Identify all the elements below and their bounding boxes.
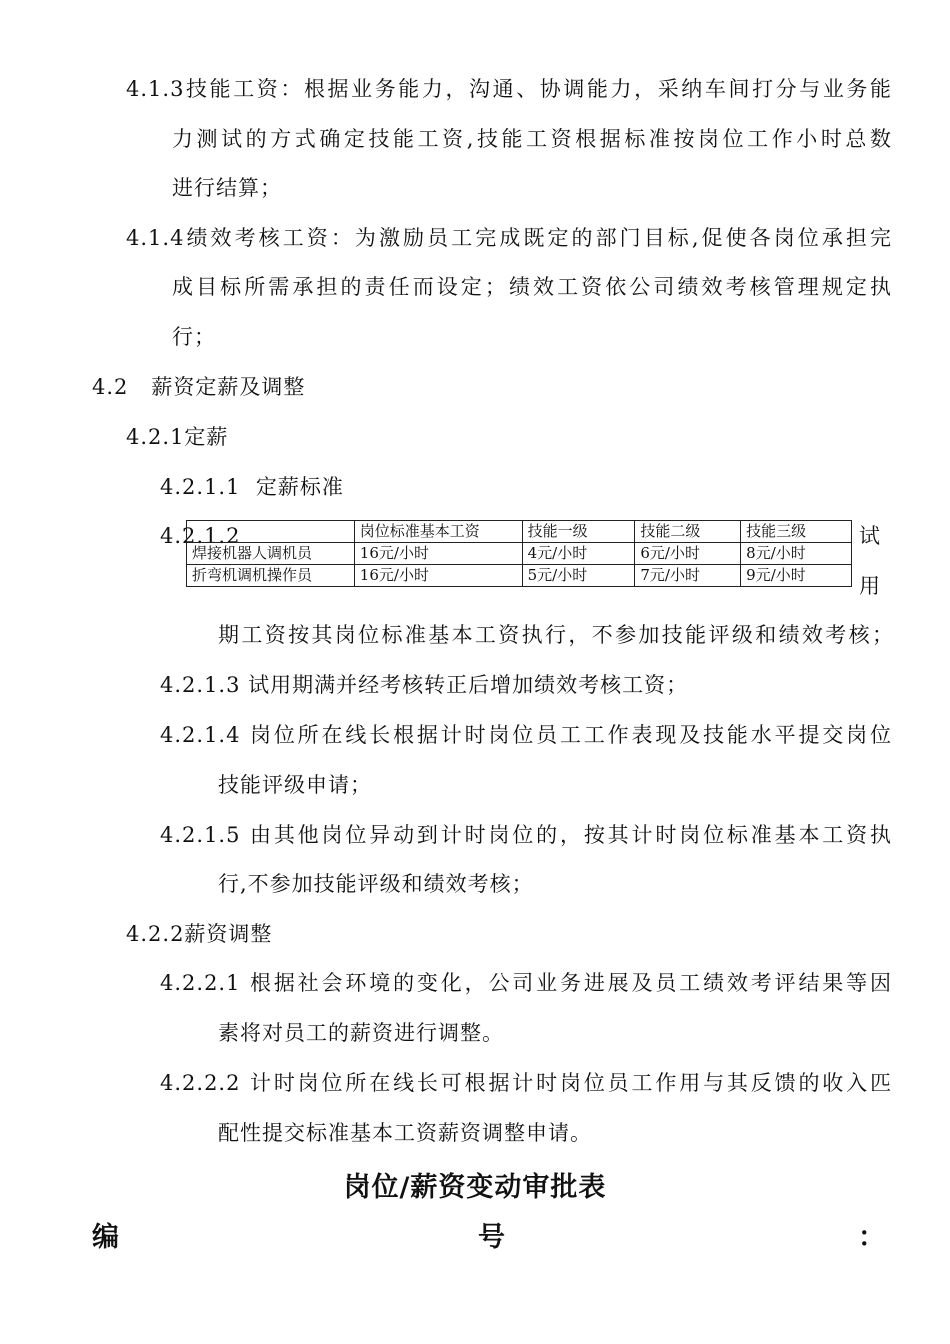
- table-header-cell: 岗位标准基本工资: [354, 521, 522, 543]
- code-label-char-2: 号: [478, 1222, 505, 1253]
- table-header-cell: 技能三级: [741, 521, 852, 543]
- form-title: 岗位/薪资变动审批表: [343, 1172, 607, 1203]
- table-cell: 8元/小时: [741, 543, 852, 565]
- table-cell: 16元/小时: [354, 543, 522, 565]
- para-4-2-1-2-continuation: 期工资按其岗位标准基本工资执行，不参加技能评级和绩效考核；: [218, 623, 894, 647]
- para-4-2-1-2-number: 4.2.1.2: [160, 524, 241, 548]
- para-4-2-1-4-line-1: 4.2.1.4 岗位所在线长根据计时岗位员工工作表现及技能水平提交岗位: [160, 723, 892, 747]
- table-cell: 6元/小时: [635, 543, 741, 565]
- code-label-colon: ：: [858, 1222, 885, 1253]
- para-4-2-2-1-line-1: 4.2.2.1 根据社会环境的变化，公司业务进展及员工绩效考评结果等因: [160, 971, 892, 995]
- table-header-cell: 技能二级: [635, 521, 741, 543]
- para-4-2-1-2-side-char-1: 试: [859, 524, 880, 548]
- para-4-1-4-line-3: 行；: [172, 325, 216, 349]
- table-cell: 4元/小时: [522, 543, 635, 565]
- para-4-1-4-line-2: 成目标所需承担的责任而设定；绩效工资依公司绩效考核管理规定执: [172, 275, 892, 299]
- para-4-2-2-2-line-1: 4.2.2.2 计时岗位所在线长可根据计时岗位员工作用与其反馈的收入匹: [160, 1071, 892, 1095]
- table-header-row: [187, 521, 852, 543]
- table-cell: 16元/小时: [354, 565, 522, 587]
- code-label-char-1: 编: [92, 1222, 119, 1253]
- salary-standard-table: [186, 520, 852, 587]
- para-4-2-2-1-line-2: 素将对员工的薪资进行调整。: [218, 1021, 504, 1045]
- table-cell: 焊接机器人调机员: [187, 543, 355, 565]
- para-4-2-1-2-side-char-2: 用: [859, 574, 880, 598]
- heading-4-2-1-1: 4.2.1.1 定薪标准: [160, 475, 344, 499]
- table-row: [187, 565, 852, 587]
- para-4-2-2-2-line-2: 配性提交标准基本工资薪资调整申请。: [218, 1121, 592, 1145]
- para-4-1-3-line-2: 力测试的方式确定技能工资,技能工资根据标准按岗位工作小时总数: [172, 127, 892, 151]
- heading-4-2-2: 4.2.2薪资调整: [126, 922, 273, 946]
- table-cell: 5元/小时: [522, 565, 635, 587]
- para-4-2-1-5-line-2: 行,不参加技能评级和绩效考核；: [218, 872, 534, 896]
- para-4-1-3-line-1: 4.1.3技能工资：根据业务能力，沟通、协调能力，采纳车间打分与业务能: [126, 77, 892, 101]
- table-header-cell: 技能一级: [522, 521, 635, 543]
- para-4-2-1-3: 4.2.1.3 试用期满并经考核转正后增加绩效考核工资；: [160, 673, 689, 697]
- heading-4-2: 4.2 薪资定薪及调整: [92, 375, 306, 399]
- heading-4-2-1: 4.2.1定薪: [126, 425, 229, 449]
- table-row: [187, 543, 852, 565]
- para-4-2-1-4-line-2: 技能评级申请；: [218, 773, 372, 797]
- table-cell: 7元/小时: [635, 565, 741, 587]
- table-cell: 9元/小时: [741, 565, 852, 587]
- table-header-cell: [187, 521, 355, 543]
- para-4-2-1-5-line-1: 4.2.1.5 由其他岗位异动到计时岗位的，按其计时岗位标准基本工资执: [160, 823, 892, 847]
- table-cell: 折弯机调机操作员: [187, 565, 355, 587]
- para-4-1-3-line-3: 进行结算；: [172, 176, 282, 200]
- para-4-1-4-line-1: 4.1.4绩效考核工资：为激励员工完成既定的部门目标,促使各岗位承担完: [126, 226, 892, 250]
